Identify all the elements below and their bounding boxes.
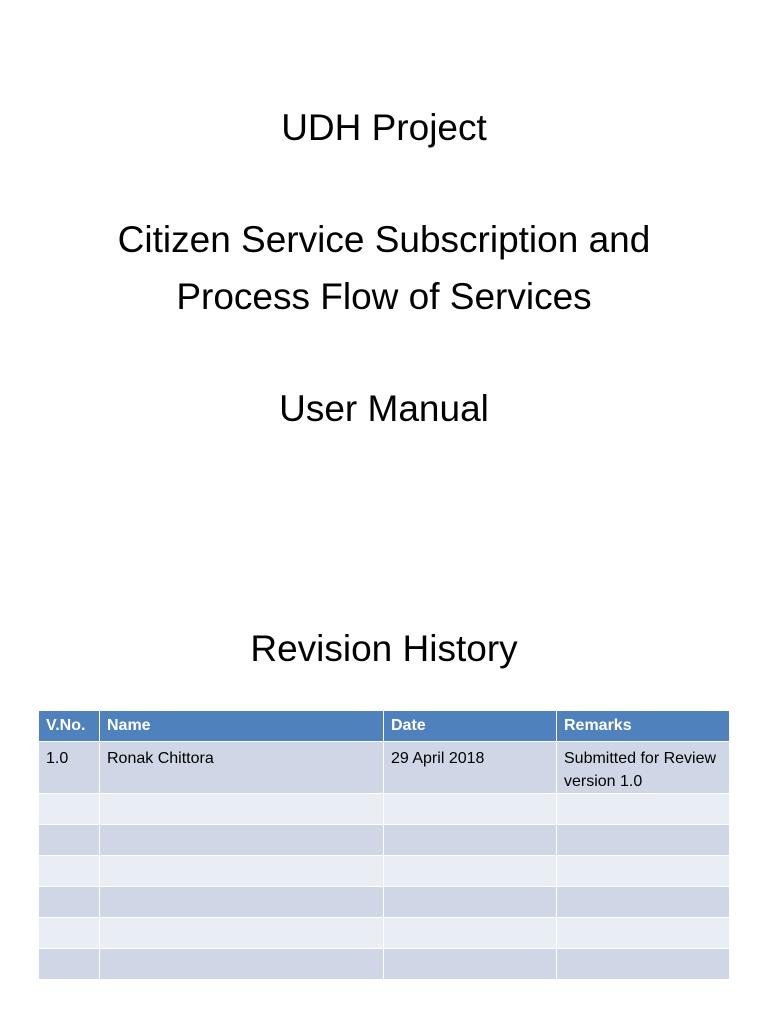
cell-vno: [39, 825, 100, 856]
document-type-title: User Manual: [279, 388, 489, 429]
table-header-row: [39, 711, 730, 742]
revision-history-heading: Revision History: [250, 628, 518, 669]
cell-vno: [39, 918, 100, 949]
cell-name: Ronak Chittora: [100, 742, 384, 794]
column-header-name: Name: [100, 711, 384, 742]
table-row: [39, 918, 730, 949]
cell-vno: [39, 856, 100, 887]
cell-remarks: [557, 918, 730, 949]
column-header-vno: V.No.: [39, 711, 100, 742]
cell-remarks: [557, 887, 730, 918]
cell-remarks: Submitted for Review version 1.0: [557, 742, 730, 794]
table-row: [39, 825, 730, 856]
table-row: [39, 856, 730, 887]
cell-vno: [39, 887, 100, 918]
project-title: UDH Project: [281, 107, 487, 148]
column-header-remarks: Remarks: [557, 711, 730, 742]
table-row: [39, 887, 730, 918]
cell-date: [384, 949, 557, 980]
table-row: [39, 949, 730, 980]
cell-remarks: [557, 949, 730, 980]
cell-remarks: [557, 825, 730, 856]
table-row: [39, 794, 730, 825]
cell-remarks: [557, 856, 730, 887]
cell-date: [384, 794, 557, 825]
cell-date: 29 April 2018: [384, 742, 557, 794]
cell-vno: [39, 949, 100, 980]
cell-name: [100, 949, 384, 980]
cell-name: [100, 887, 384, 918]
table-row: [39, 742, 730, 794]
cell-vno: [39, 794, 100, 825]
cell-name: [100, 825, 384, 856]
cell-date: [384, 887, 557, 918]
cell-remarks: [557, 794, 730, 825]
cell-vno: 1.0: [39, 742, 100, 794]
document-subtitle-line-2: Process Flow of Services: [176, 276, 592, 317]
cell-date: [384, 918, 557, 949]
cell-date: [384, 825, 557, 856]
revision-history-table: [38, 710, 730, 980]
cell-name: [100, 794, 384, 825]
cell-name: [100, 856, 384, 887]
cell-date: [384, 856, 557, 887]
document-subtitle-line-1: Citizen Service Subscription and: [117, 219, 651, 260]
cell-name: [100, 918, 384, 949]
column-header-date: Date: [384, 711, 557, 742]
